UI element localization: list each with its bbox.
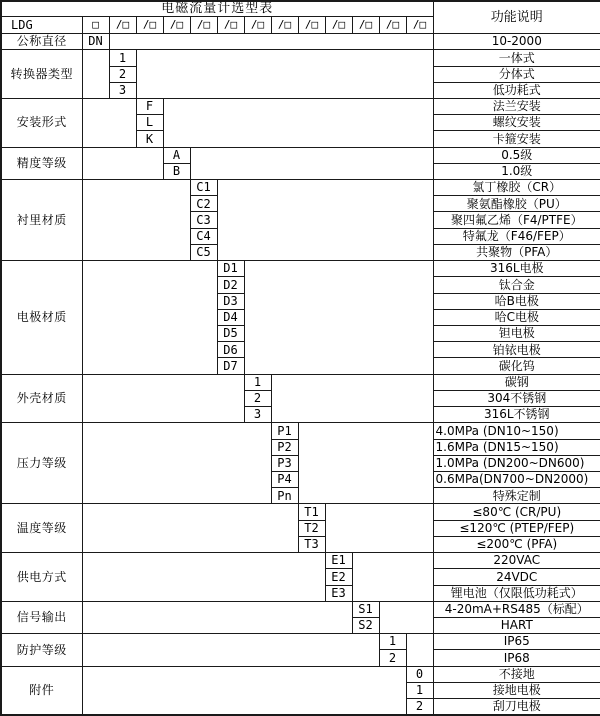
code-cell: 2 — [244, 390, 271, 406]
group-label: 安装形式 — [1, 98, 82, 147]
code-cell: S1 — [352, 601, 379, 617]
code-cell: C2 — [190, 196, 217, 212]
code-cell: P4 — [271, 471, 298, 487]
model-code-box: □ — [82, 16, 109, 33]
desc-cell: 304不锈钢 — [433, 390, 600, 406]
group-label: 电极材质 — [1, 261, 82, 375]
spacer-cell-left — [82, 374, 244, 423]
code-cell: Pn — [271, 488, 298, 504]
code-cell: 2 — [109, 66, 136, 82]
group-label: 压力等级 — [1, 423, 82, 504]
desc-cell: 氯丁橡胶（CR） — [433, 180, 600, 196]
model-code-slash-box: /□ — [352, 16, 379, 33]
model-code-slash-box: /□ — [379, 16, 406, 33]
desc-cell: 316L电极 — [433, 261, 600, 277]
model-code-slash-box: /□ — [271, 16, 298, 33]
model-code-slash-box: /□ — [109, 16, 136, 33]
code-cell: T1 — [298, 504, 325, 520]
model-code-slash-box: /□ — [163, 16, 190, 33]
model-code-slash-box: /□ — [325, 16, 352, 33]
code-cell: 1 — [109, 50, 136, 66]
group-label: 温度等级 — [1, 504, 82, 553]
desc-cell: 4.0MPa (DN10~150) — [433, 423, 600, 439]
spacer-cell-right — [271, 374, 433, 423]
desc-cell: 特殊定制 — [433, 488, 600, 504]
desc-cell: ≤120℃ (PTEP/FEP) — [433, 520, 600, 536]
model-code-slash-box: /□ — [244, 16, 271, 33]
code-cell: D3 — [217, 293, 244, 309]
spacer-cell-right — [190, 147, 433, 179]
model-code-slash-box: /□ — [136, 16, 163, 33]
group-label: 防护等级 — [1, 634, 82, 666]
code-cell: C4 — [190, 228, 217, 244]
code-cell: D2 — [217, 277, 244, 293]
code-cell: P1 — [271, 423, 298, 439]
desc-cell: 螺纹安装 — [433, 115, 600, 131]
code-cell: D7 — [217, 358, 244, 374]
desc-cell: ≤200℃ (PFA) — [433, 536, 600, 552]
code-cell: E1 — [325, 553, 352, 569]
desc-cell: 哈B电极 — [433, 293, 600, 309]
desc-cell: 锂电池（仅限低功耗式） — [433, 585, 600, 601]
desc-cell: 一体式 — [433, 50, 600, 66]
desc-cell: 钽电极 — [433, 326, 600, 342]
model-code-slash-box: /□ — [406, 16, 433, 33]
desc-cell: 220VAC — [433, 553, 600, 569]
model-prefix: LDG — [1, 16, 82, 33]
desc-cell: 聚氨酯橡胶（PU） — [433, 196, 600, 212]
group-label: 供电方式 — [1, 553, 82, 602]
code-cell: P2 — [271, 439, 298, 455]
desc-cell: 接地电极 — [433, 682, 600, 698]
model-code-slash-box: /□ — [190, 16, 217, 33]
table-title: 电磁流量计选型表 — [1, 1, 433, 16]
code-cell: DN — [82, 34, 109, 50]
spacer-cell-right — [325, 504, 433, 553]
spacer-cell-left — [82, 147, 163, 179]
code-cell: D5 — [217, 326, 244, 342]
group-label: 转换器类型 — [1, 50, 82, 99]
code-cell: 1 — [244, 374, 271, 390]
group-label: 外壳材质 — [1, 374, 82, 423]
desc-cell: 碳钢 — [433, 374, 600, 390]
code-cell: T3 — [298, 536, 325, 552]
code-cell: F — [136, 98, 163, 114]
spacer-cell-right — [163, 98, 433, 147]
desc-cell: 刮刀电极 — [433, 699, 600, 715]
desc-cell: 铂铱电极 — [433, 342, 600, 358]
code-cell: K — [136, 131, 163, 147]
spacer-cell-right — [406, 634, 433, 666]
code-cell: 1 — [406, 682, 433, 698]
spacer-cell-left — [82, 504, 298, 553]
spacer-cell-right — [136, 50, 433, 99]
code-cell: A — [163, 147, 190, 163]
spacer-cell-left — [82, 98, 136, 147]
desc-cell: 哈C电极 — [433, 309, 600, 325]
spacer-cell-left — [82, 261, 217, 375]
desc-cell: 不接地 — [433, 666, 600, 682]
code-cell: 2 — [379, 650, 406, 666]
code-cell: 2 — [406, 699, 433, 715]
group-label: 附件 — [1, 666, 82, 715]
desc-cell: HART — [433, 617, 600, 633]
code-cell: B — [163, 163, 190, 179]
desc-cell: IP65 — [433, 634, 600, 650]
spacer-cell-right — [109, 34, 433, 50]
desc-cell: 法兰安装 — [433, 98, 600, 114]
code-cell: E2 — [325, 569, 352, 585]
code-cell: E3 — [325, 585, 352, 601]
desc-cell: 1.6MPa (DN15~150) — [433, 439, 600, 455]
code-cell: C5 — [190, 244, 217, 260]
code-cell: D1 — [217, 261, 244, 277]
code-cell: D6 — [217, 342, 244, 358]
desc-cell: 共聚物（PFA） — [433, 244, 600, 260]
spacer-cell-left — [82, 553, 325, 602]
desc-cell: ≤80℃ (CR/PU) — [433, 504, 600, 520]
group-label: 信号输出 — [1, 601, 82, 633]
spacer-cell-left — [82, 634, 379, 666]
spacer-cell-right — [217, 180, 433, 261]
code-cell: D4 — [217, 309, 244, 325]
code-cell: 3 — [244, 407, 271, 423]
desc-cell: 钛合金 — [433, 277, 600, 293]
desc-cell: IP68 — [433, 650, 600, 666]
code-cell: S2 — [352, 617, 379, 633]
group-label: 衬里材质 — [1, 180, 82, 261]
desc-cell: 1.0级 — [433, 163, 600, 179]
desc-cell: 聚四氟乙烯（F4/PTFE） — [433, 212, 600, 228]
desc-cell: 碳化钨 — [433, 358, 600, 374]
desc-cell: 1.0MPa (DN200~DN600) — [433, 455, 600, 471]
code-cell: T2 — [298, 520, 325, 536]
model-code-slash-box: /□ — [217, 16, 244, 33]
desc-cell: 0.5级 — [433, 147, 600, 163]
spacer-cell-right — [244, 261, 433, 375]
desc-cell: 24VDC — [433, 569, 600, 585]
spacer-cell-left — [82, 180, 190, 261]
code-cell: P3 — [271, 455, 298, 471]
code-cell: C1 — [190, 180, 217, 196]
spacer-cell-right — [379, 601, 433, 633]
code-cell: C3 — [190, 212, 217, 228]
desc-column-header: 功能说明 — [433, 1, 600, 34]
spacer-cell-left — [82, 666, 406, 715]
spacer-cell-right — [298, 423, 433, 504]
desc-cell: 卡箍安装 — [433, 131, 600, 147]
desc-cell: 4-20mA+RS485（标配） — [433, 601, 600, 617]
code-cell: 3 — [109, 82, 136, 98]
code-cell: 0 — [406, 666, 433, 682]
code-cell: 1 — [379, 634, 406, 650]
desc-cell: 低功耗式 — [433, 82, 600, 98]
code-cell: L — [136, 115, 163, 131]
desc-cell: 10-2000 — [433, 34, 600, 50]
spacer-cell-right — [352, 553, 433, 602]
group-label: 公称直径 — [1, 34, 82, 50]
spacer-cell-left — [82, 601, 352, 633]
spacer-cell-left — [82, 423, 271, 504]
desc-cell: 特氟龙（F46/FEP） — [433, 228, 600, 244]
desc-cell: 316L不锈钢 — [433, 407, 600, 423]
desc-cell: 分体式 — [433, 66, 600, 82]
spacer-cell-left — [82, 50, 109, 99]
desc-cell: 0.6MPa(DN700~DN2000) — [433, 471, 600, 487]
model-code-slash-box: /□ — [298, 16, 325, 33]
group-label: 精度等级 — [1, 147, 82, 179]
